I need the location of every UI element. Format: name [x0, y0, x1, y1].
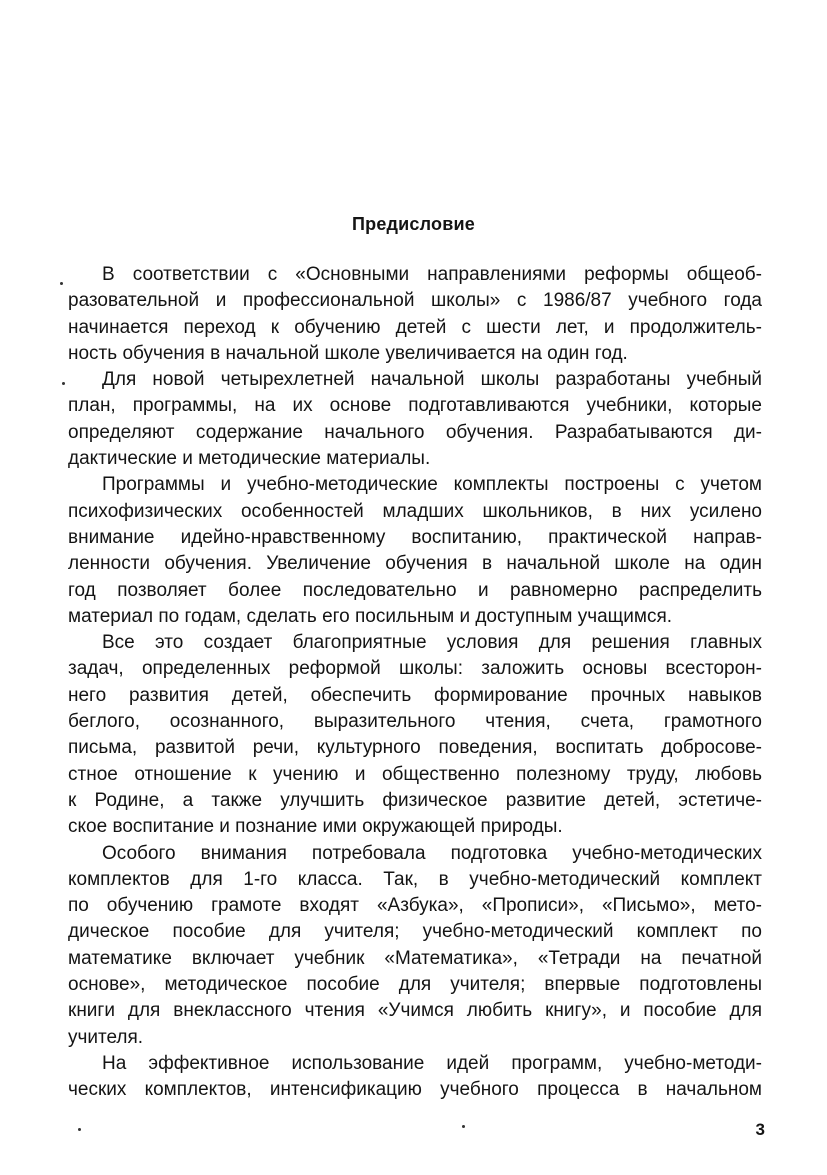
text-line: него развития детей, обеспечить формирование прочных навыков [68, 684, 762, 706]
text-line: Для новой четырехлетней начальной школы разработаны учебный [102, 369, 762, 391]
text-line: книги для внеклассного чтения «Учимся любить книгу», и пособие для [68, 1000, 762, 1022]
text-line: В соответствии с «Основными направлениями реформы общеоб- [102, 264, 762, 285]
text-line: математике включает учебник «Математика», «Тетради на печатной [68, 947, 762, 969]
page-number: 3 [755, 1120, 765, 1139]
text-line: беглого, осознанного, выразительного чтения, счета, грамотного [68, 711, 762, 733]
text-line: стное отношение к учению и общественно полезному труду, любовь [68, 763, 762, 785]
text-line: материал по годам, сделать его посильным и доступным учащимся. [68, 605, 673, 627]
scan-speck [62, 382, 65, 385]
text-line: ское воспитание и познание ими окружающей природы. [68, 816, 563, 838]
text-line: год позволяет более последовательно и равномерно распределить [68, 579, 762, 601]
text-line: определяют содержание начального обучения. Разрабатываются ди- [68, 421, 762, 443]
text-line: дактические и методические материалы. [68, 448, 431, 470]
scan-speck [60, 282, 63, 285]
text-line: психофизических особенностей младших школьников, в них усилено [68, 500, 762, 522]
page-title: Предисловие [352, 214, 475, 234]
text-line: начинается переход к обучению детей с шести лет, и продолжитель- [68, 316, 762, 338]
text-line: учителя. [68, 1026, 144, 1048]
text-line: задач, определенных реформой школы: заложить основы всесторон- [68, 658, 762, 680]
text-line: комплектов для 1-го класса. Так, в учебно-методический комплект [68, 868, 762, 890]
text-line: Программы и учебно-методические комплекты построены с учетом [102, 474, 762, 496]
text-line: ческих комплектов, интенсификацию учебного процесса в начальном [68, 1079, 762, 1101]
text-line: На эффективное использование идей программ, учебно-методи- [102, 1052, 762, 1074]
text-line: внимание идейно-нравственному воспитанию, практической направ- [68, 526, 762, 548]
text-line: к Родине, а также улучшить физическое развитие детей, эстетиче- [68, 789, 762, 811]
text-line: разовательной и профессиональной школы» с 1986/87 учебного года [68, 290, 762, 312]
text-line: по обучению грамоте входят «Азбука», «Прописи», «Письмо», мето- [68, 895, 762, 917]
text-line: ленности обучения. Увеличение обучения в начальной школе на один [68, 553, 762, 575]
text-line: Особого внимания потребовала подготовка учебно-методических [102, 842, 762, 864]
text-line: основе», методическое пособие для учителя; впервые подготовлены [68, 974, 762, 996]
text-line: дическое пособие для учителя; учебно-методический комплект по [68, 921, 762, 943]
scan-speck [78, 1128, 81, 1131]
body-text [68, 262, 762, 1104]
text-line: ность обучения в начальной школе увеличивается на один год. [68, 342, 628, 364]
text-line: Все это создает благоприятные условия для решения главных [102, 632, 762, 654]
scan-speck [462, 1125, 465, 1128]
text-line: письма, развитой речи, культурного поведения, воспитать добросове- [68, 737, 762, 759]
text-line: план, программы, на их основе подготавливаются учебники, которые [68, 395, 762, 417]
